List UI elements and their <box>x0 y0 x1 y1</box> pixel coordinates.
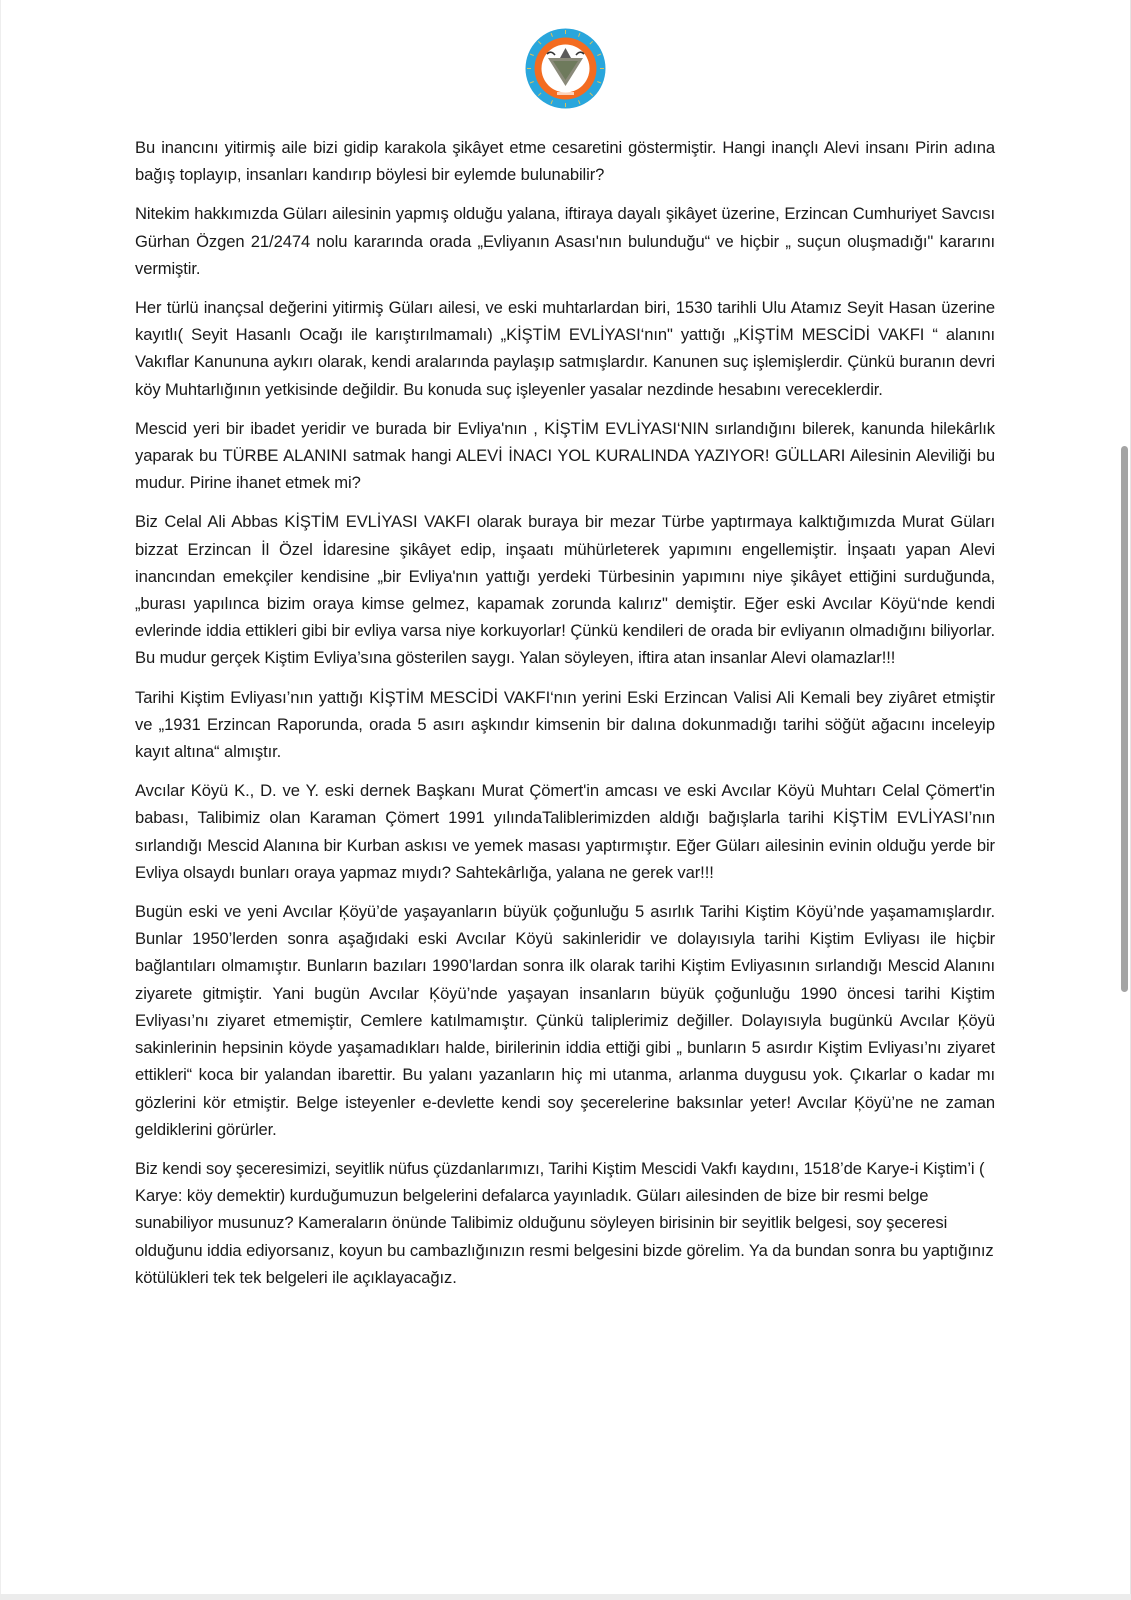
paragraph-avcilar-residents: Bugün eski ve yeni Avcılar Ķöyü’de yaşayanların büyük çoğunluğu 5 asırlık Tarihi Kiştim Köyü’nde yaşamamışlardır. Bunlar 1950’lerden sonra aşağıdaki eski Avcılar Köyü sakinleridir ve dolayısıyla tarihi Kiştim Evliyası ile hiçbir bağlantıları olmamıştır. Bunların bazıları 1990’lardan sonra ilk olarak tarihi Kiştim Evliyasının sırlandığı Mescid Alanını ziyarete gitmiştir. Yani bugün Avcılar Ķöyü’nde yaşayan insanların büyük çoğunluğu 1990 öncesi tarihi Kiştim Evliyası’nı ziyaret etmemiştir, Cemlere katılmamıştır. Çünkü taliplerimiz değiller. Dolayısıyla bugünkü Avcılar Ķöyü sakinlerinin hepsinin köyde yaşamadıkları halde, birilerinin iddia ettiği gibi „ bunların 5 asırdır Kiştim Evliyası’nı ziyaret ettikleri“ koca bir yalandan ibarettir. Bu yalanı yazanların hiç mi utanma, arlanma duygusu yok. Çıkarlar o kadar mı gözlerini kör etmiştir. Belge isteyenler e-devlette kendi soy şecerelerine baksınlar yeter! Avcılar Ķöyü’ne ne zaman geldiklerini görürler. <box>135 902 995 1139</box>
paragraph-genealogy-documents: Biz kendi soy şeceresimizi, seyitlik nüfus çüzdanlarımızı, Tarihi Kiştim Mescidi Vakfı kaydını, 1518’de Karye-i Kiştim’i ( Karye: köy demektir) kurduğumuzun belgelerini defalarca yayınladık. Güları ailesinden de bize bir resmi belge sunabiliyor musunuz? Kameraların önünde Talibimiz olduğunu söyleyen birisinin bir seyitlik belgesi, soy şeceresi olduğunu iddia ediyorsanız, koyun bu cambazlığınızın resmi belgesini bizde görelim. Ya da bundan sonra bu yaptığınız kötülükleri tek tek belgeleri ile açıklayacağız. <box>135 1158 994 1287</box>
foundation-emblem-icon <box>525 28 606 109</box>
paragraph-complaint-to-police: Bu inancını yitirmiş aile bizi gidip karakola şikâyet etme cesaretini göstermiştir. Hangi inançlı Alevi insanı Pirin adına bağış toplayıp, insanları kandırıp böylesi bir eylemde bulunabilir? <box>135 138 995 185</box>
paragraph-mosque-site: Mescid yeri bir ibadet yeridir ve burada bir Evliya'nın , KİŞTİM EVLİYASI‘NIN sırlandığını bilerek, kanunda hilekârlık yaparak bu TÜRBE ALANINI satmak hangi ALEVİ İNACI YOL KURALINDA YAZIYOR! GÜLLARI Ailesinin Aleviliği bu mudur. Pirine ihanet etmek mi? <box>135 418 995 493</box>
paragraph-governor-visit: Tarihi Kiştim Evliyası’nın yattığı KİŞTİM MESCİDİ VAKFI‘nın yerini Eski Erzincan Valisi Ali Kemali bey ziyâret etmiştir ve „1931 Erzincan Raporunda, orada 5 asırı aşkındır kimsenin bir dalına dokunmadığı tarihi söğüt ağacını inceleyip kayıt altına“ almıştır. <box>135 687 995 762</box>
document-body <box>135 134 995 1303</box>
paragraph-tomb-construction: Biz Celal Ali Abbas KİŞTİM EVLİYASI VAKFI olarak buraya bir mezar Türbe yaptırmaya kalktığımızda Murat Güları bizzat Erzincan İl Özel İdaresine şikâyet edip, inşaatı mühürleterek yapımını engellemiştir. İnşaatı yapan Alevi inancından emekçiler kendisine „bir Evliya'nın yattığı yerdeki Türbesinin yapımını niye şikâyet ettiğini surduğunda, „burası yapılınca bizim oraya kimse gelmez, kapamak zorunda kalırız" demiştir. Eğer eski Avcılar Köyü‘nde kendi evlerinde iddia ettikleri gibi bir evliya varsa niye korkuyorlar! Çünkü kendileri de orada bir evliyanın olmadığını biliyorlar. Bu mudur gerçek Kiştim Evliya’sına gösterilen saygı. Yalan söyleyen, iftira atan insanlar Alevi olamazlar!!! <box>135 512 995 668</box>
paragraph-kurban-donation: Avcılar Köyü K., D. ve Y. eski dernek Başkanı Murat Çömert'in amcası ve eski Avcılar Köyü Muhtarı Celal Çömert'in babası, Talibimiz olan Karaman Çömert 1991 yılındaTaliblerimizden aldığı bağışlarla tarihi KİŞTİM EVLİYASI’nın sırlandığı Mescid Alanına bir Kurban askısı ve yemek masası yaptırmıştır. Eğer Güları ailesinin evinin olduğu yerde bir Evliya olsaydı bunları oraya yapmaz mıydı? Sahtekârlığa, yalana ne gerek var!!! <box>135 781 995 882</box>
paragraph-foundation-land-sale: Her türlü inançsal değerini yitirmiş Güları ailesi, ve eski muhtarlardan biri, 1530 tarihli Ulu Atamız Seyit Hasan üzerine kayıtlı( Seyit Hasanlı Ocağı ile karıştırılmamalı) „KİŞTİM EVLİYASI‘nın" yattığı „KİŞTİM MESCİDİ VAKFI “ alanını Vakıflar Kanununa aykırı olarak, kendi aralarında paylaşıp satmışlardır. Kanunen suç işlemişlerdir. Çünkü buranın devri köy Muhtarlığının yetkisinde değildir. Bu konuda suç işleyenler yasalar nezdinde hesabını vereceklerdir. <box>135 298 995 399</box>
foundation-logo <box>525 28 606 109</box>
paragraph-prosecutor-decision: Nitekim hakkımızda Güları ailesinin yapmış olduğu yalana, iftiraya dayalı şikâyet üzerine, Erzincan Cumhuriyet Savcısı Gürhan Özgen 21/2474 nolu kararında orada „Evliyanın Asası'nın bulunduğu“ ve hiçbir „ suçun oluşmadığı" kararını vermiştir. <box>135 204 995 278</box>
vertical-scrollbar-thumb[interactable] <box>1121 446 1128 992</box>
